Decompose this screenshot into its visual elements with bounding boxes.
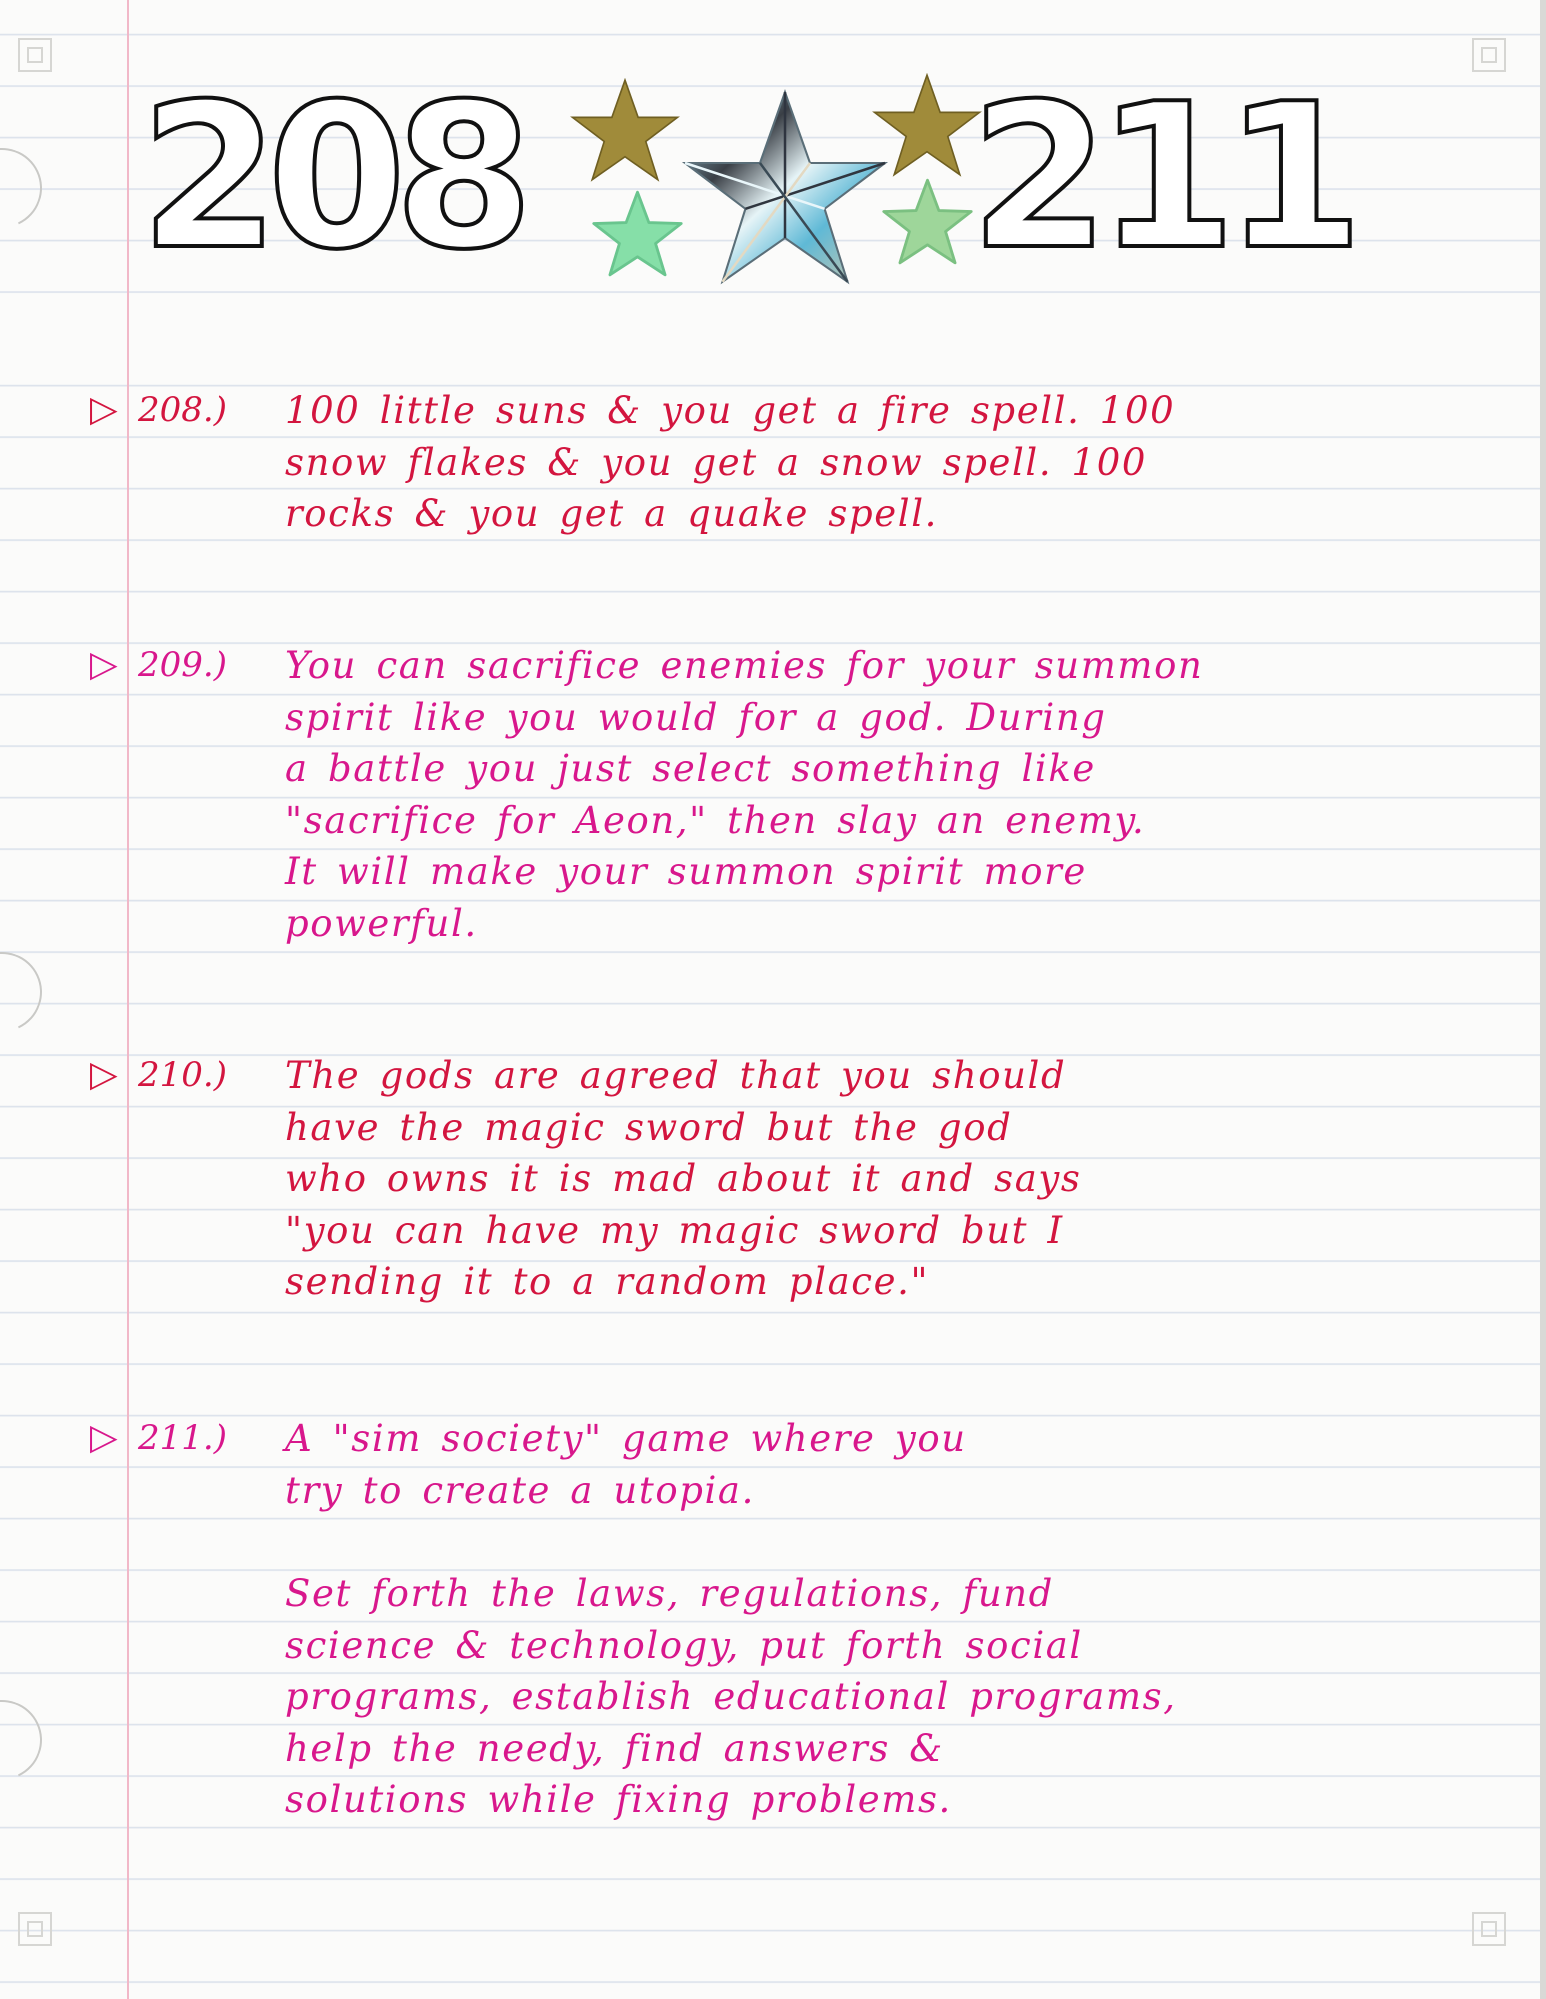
entry-text-line: try to create a utopia. bbox=[285, 1468, 755, 1512]
entry-text-line: It will make your summon spirit more bbox=[285, 850, 1087, 893]
entry-bullet-icon: ▷ bbox=[90, 1417, 118, 1458]
entry-number: 211.) bbox=[138, 1418, 227, 1458]
entry-text-line: solutions while fixing problems. bbox=[285, 1778, 952, 1821]
corner-mark-bottom-left bbox=[18, 1912, 52, 1946]
entry-text-line: who owns it is mad about it and says bbox=[285, 1157, 1082, 1200]
entry-text-line: sending it to a random place." bbox=[285, 1260, 930, 1303]
gold-star-right-icon bbox=[872, 73, 982, 178]
binder-hole-middle bbox=[0, 941, 53, 1044]
margin-line bbox=[127, 0, 129, 1999]
entry-text-line: rocks & you get a quake spell. bbox=[285, 492, 939, 535]
corner-mark-top-left bbox=[18, 38, 52, 72]
entry-bullet-icon: ▷ bbox=[90, 1054, 118, 1095]
entry-number: 209.) bbox=[138, 645, 227, 685]
entry-bullet-icon: ▷ bbox=[90, 644, 118, 685]
entry-text-line: help the needy, find answers & bbox=[285, 1726, 944, 1770]
entry-paragraph bbox=[285, 1568, 1465, 1826]
binder-hole-top bbox=[0, 137, 53, 240]
holographic-star-icon bbox=[680, 88, 890, 288]
entry-text-line: spirit like you would for a god. During bbox=[285, 695, 1107, 739]
star-stickers bbox=[570, 78, 990, 288]
entry-paragraph bbox=[285, 640, 1465, 949]
entry-text-line: have the magic sword but the god bbox=[285, 1105, 1013, 1149]
corner-mark-top-right bbox=[1472, 38, 1506, 72]
entry-text-line: You can sacrifice enemies for your summon bbox=[285, 644, 1204, 687]
entry-text-line: powerful. bbox=[285, 901, 478, 945]
green-star-right-icon bbox=[880, 176, 975, 268]
entry-paragraph bbox=[285, 1050, 1465, 1308]
page-header bbox=[140, 61, 1352, 294]
entry-text-line: snow flakes & you get a snow spell. 100 bbox=[285, 440, 1147, 484]
entry-text-line: Set forth the laws, regulations, fund bbox=[285, 1572, 1054, 1615]
entry-paragraph bbox=[285, 385, 1465, 540]
entry-text-line: programs, establish educational programs, bbox=[285, 1675, 1177, 1718]
entry-text-line: 100 little suns & you get a fire spell. 100 bbox=[285, 389, 1176, 432]
entry-text-line: A "sim society" game where you bbox=[285, 1417, 967, 1460]
entry-paragraph bbox=[285, 1413, 1465, 1516]
corner-mark-bottom-right bbox=[1472, 1912, 1506, 1946]
binder-hole-bottom bbox=[0, 1689, 53, 1792]
entry-text-line: a battle you just select something like bbox=[285, 747, 1096, 790]
entry-text-line: "sacrifice for Aeon," then slay an enemy. bbox=[285, 798, 1146, 842]
green-star-left-icon bbox=[590, 188, 685, 280]
header-end-number: 211 bbox=[970, 61, 1352, 294]
entry-text-line: science & technology, put forth social bbox=[285, 1623, 1083, 1667]
entry-number: 210.) bbox=[138, 1055, 227, 1095]
header-start-number: 208 bbox=[140, 61, 522, 294]
entry-bullet-icon: ▷ bbox=[90, 389, 118, 430]
gold-star-left-icon bbox=[570, 78, 680, 183]
entry-text-line: The gods are agreed that you should bbox=[285, 1054, 1067, 1097]
entry-text-line: "you can have my magic sword but I bbox=[285, 1208, 1064, 1252]
entry-number: 208.) bbox=[138, 390, 227, 430]
